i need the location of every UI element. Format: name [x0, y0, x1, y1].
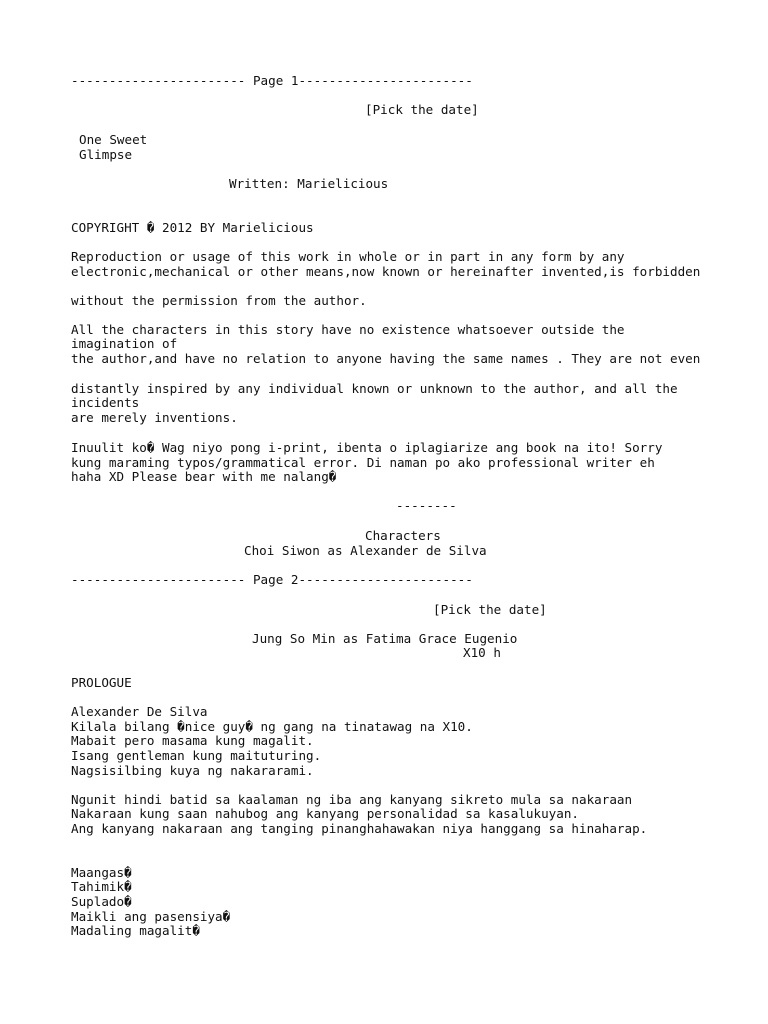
paragraph-line: imagination of: [71, 336, 178, 351]
paragraph-line: Tahimik�: [71, 879, 132, 894]
paragraph-line: are merely inventions.: [71, 410, 238, 425]
paragraph-line: Kilala bilang �nice guy� ng gang na tinatawag na X10.: [71, 719, 473, 734]
paragraph-line: Maikli ang pasensiya�: [71, 909, 231, 924]
section-divider: --------: [396, 498, 457, 513]
paragraph-line: incidents: [71, 395, 140, 410]
book-title-line-2: Glimpse: [79, 147, 133, 162]
page-2-separator: ----------------------- Page 2-----------------------: [71, 572, 473, 587]
author-credit: Written: Marielicious: [229, 176, 389, 191]
paragraph-line: distantly inspired by any individual known or unknown to the author, and all the: [71, 381, 678, 396]
paragraph-line: Isang gentleman kung maituturing.: [71, 748, 322, 763]
date-placeholder: [Pick the date]: [365, 102, 479, 117]
prologue-heading: PROLOGUE: [71, 675, 132, 690]
copyright-notice: COPYRIGHT � 2012 BY Marielicious: [71, 220, 314, 235]
paragraph-line: electronic,mechanical or other means,now known or hereinafter invented,is forbidden: [71, 264, 701, 279]
paragraph-line: Ang kanyang nakaraan ang tanging pinanghahawakan niya hanggang sa hinaharap.: [71, 821, 648, 836]
paragraph-line: Nagsisilbing kuya ng nakararami.: [71, 763, 314, 778]
paragraph-line: Mabait pero masama kung magalit.: [71, 733, 314, 748]
paragraph-line: haha XD Please bear with me nalang�: [71, 469, 337, 484]
paragraph-line: Inuulit ko� Wag niyo pong i-print, ibenta o iplagiarize ang book na ito! Sorry: [71, 440, 663, 455]
paragraph-line: without the permission from the author.: [71, 293, 367, 308]
character-note: X10 h: [463, 645, 501, 660]
paragraph-line: All the characters in this story have no existence whatsoever outside the: [71, 322, 625, 337]
paragraph-line: Madaling magalit�: [71, 923, 200, 938]
paragraph-line: kung maraming typos/grammatical error. Di naman po ako professional writer eh: [71, 455, 655, 470]
character-entry: Jung So Min as Fatima Grace Eugenio: [252, 631, 518, 646]
page-1-separator: ----------------------- Page 1-----------------------: [71, 73, 473, 88]
paragraph-line: Suplado�: [71, 894, 132, 909]
characters-heading: Characters: [365, 528, 441, 543]
book-title-line-1: One Sweet: [79, 132, 148, 147]
paragraph-line: Nakaraan kung saan nahubog ang kanyang personalidad sa kasalukuyan.: [71, 806, 579, 821]
paragraph-line: Alexander De Silva: [71, 704, 208, 719]
paragraph-line: Ngunit hindi batid sa kaalaman ng iba ang kanyang sikreto mula sa nakaraan: [71, 792, 633, 807]
paragraph-line: the author,and have no relation to anyone having the same names . They are not even: [71, 351, 701, 366]
date-placeholder: [Pick the date]: [433, 602, 547, 617]
paragraph-line: Reproduction or usage of this work in whole or in part in any form by any: [71, 249, 625, 264]
character-entry: Choi Siwon as Alexander de Silva: [244, 543, 487, 558]
paragraph-line: Maangas�: [71, 865, 132, 880]
